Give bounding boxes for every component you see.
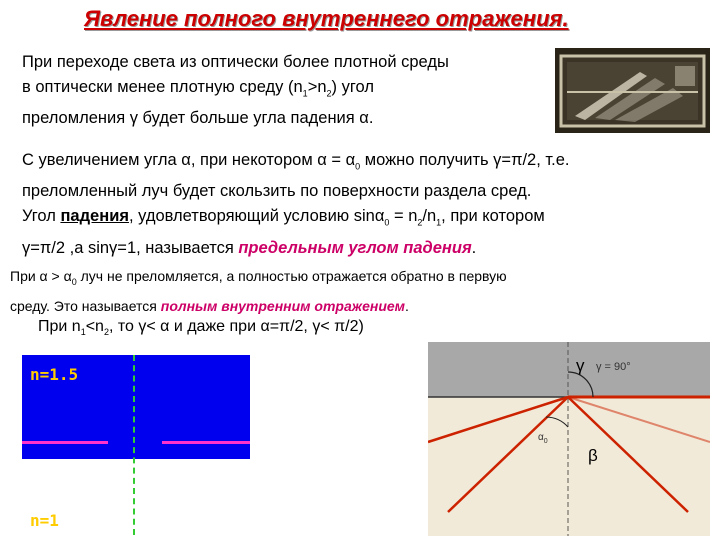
label-gamma: γ <box>576 356 585 375</box>
ray-right <box>162 441 250 444</box>
intro-line-3: преломления γ будет больше угла падения α. <box>22 109 374 128</box>
label-beta: β <box>588 446 598 465</box>
paragraph-critical-angle <box>22 148 712 261</box>
intro-line-1: При переходе света из оптически более плотной среды <box>22 53 449 71</box>
reflection-diagram <box>428 342 710 536</box>
normal-line <box>133 355 135 535</box>
lower-medium <box>428 397 710 536</box>
critical-line-1: С увеличением угла α, при некотором $\alpha = \alpha_0$ можно получить γ=π/2, т.е. <box>22 151 570 172</box>
critical-line-4: γ=π/2 ,а sinγ=1, называется предельным углом падения. <box>22 238 477 257</box>
paragraph-intro <box>22 50 542 131</box>
term-total-internal-reflection: полным внутренним отражением <box>160 297 406 314</box>
critical-line-3: Угол падения, удовлетворяющий условию $\sin\alpha_0 = n_2/n_1$, при котором <box>22 207 545 228</box>
term-critical-angle: предельным углом падения <box>238 238 472 257</box>
tir-line-2: среду. Это называется полным внутренним отражением. <box>10 297 409 314</box>
label-n-dense: n=1.5 <box>30 365 79 384</box>
paragraph-reverse-case: При $n_1<n_2$, то γ< α и даже при α=π/2, γ< π/2) <box>38 318 364 338</box>
label-gamma-90: γ = 90° <box>596 361 631 373</box>
label-n-rare: n=1 <box>30 511 59 530</box>
ray-left <box>22 441 108 444</box>
upper-medium <box>428 342 710 397</box>
critical-line-2: преломленный луч будет скользить по поверхности раздела сред. <box>22 182 532 201</box>
label-alpha0: $\alpha_0$ <box>538 432 548 445</box>
refraction-simulation <box>22 355 250 535</box>
experiment-photo <box>555 48 710 133</box>
intro-line-2: в оптически менее плотную среду $(n_1>n_2)$ угол <box>22 78 374 99</box>
paragraph-total-reflection <box>10 264 710 318</box>
slide-title: Явление полного внутреннего отражения. <box>84 6 569 31</box>
tir-line-1: При $\alpha > \alpha_0$ луч не преломляется, а полностью отражается обратно в первую <box>10 268 507 287</box>
